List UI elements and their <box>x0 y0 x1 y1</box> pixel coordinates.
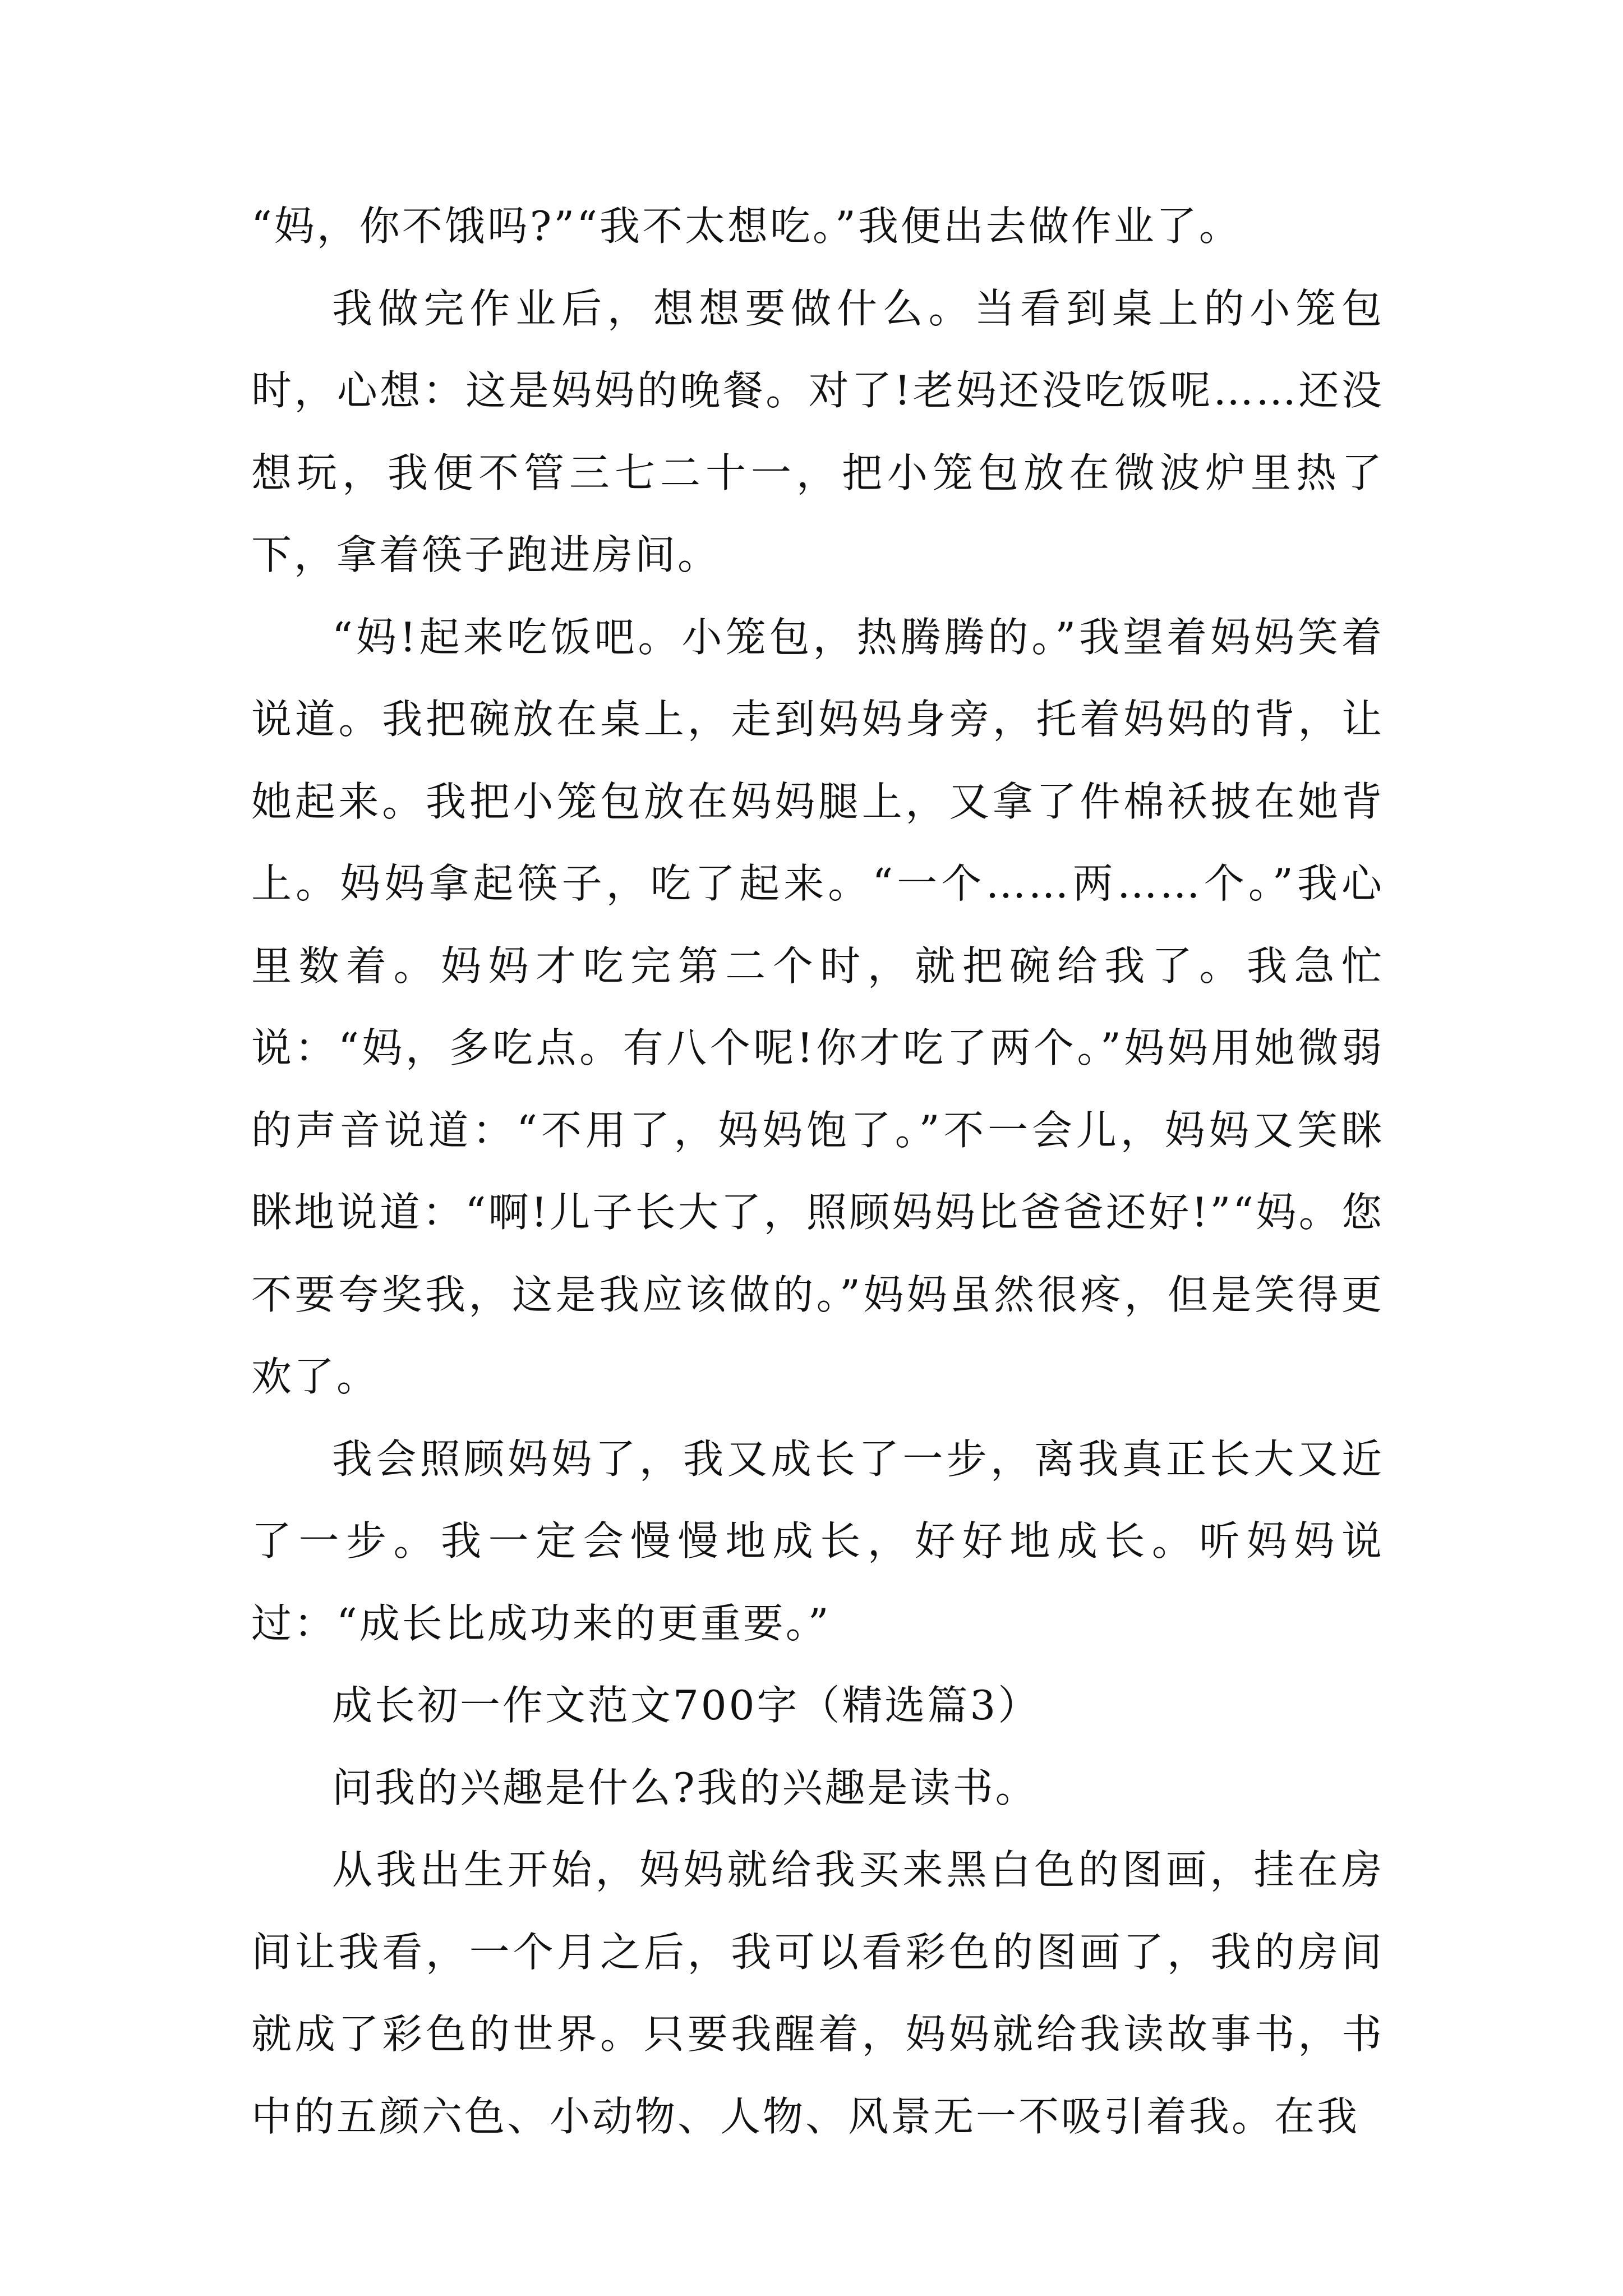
paragraph-3: “妈!起来吃饭吧。小笼包，热腾腾的。”我望着妈妈笑着说道。我把碗放在桌上，走到妈妈身旁，托着妈妈的背，让她起来。我把小笼包放在妈妈腿上，又拿了件棉袄披在她背上。妈妈拿起筷子，吃了起来。“一个……两……个。”我心里数着。妈妈才吃完第二个时，就把碗给我了。我急忙说：“妈，多吃点。有八个呢!你才吃了两个。”妈妈用她微弱的声音说道：“不用了，妈妈饱了。”不一会儿，妈妈又笑眯眯地说道：“啊!儿子长大了，照顾妈妈比爸爸还好!”“妈。您不要夸奖我，这是我应该做的。”妈妈虽然很疼，但是笑得更欢了。 <box>251 613 1384 1400</box>
paragraph-5: 问我的兴趣是什么?我的兴趣是读书。 <box>332 1764 1038 1811</box>
paragraph-1: “妈，你不饿吗?”“我不太想吃。”我便出去做作业了。 <box>251 203 1242 250</box>
section-heading: 成长初一作文范文700字（精选篇3） <box>332 1682 1041 1729</box>
paragraph-6: 从我出生开始，妈妈就给我买来黑白色的图画，挂在房间让我看，一个月之后，我可以看彩色的图画了，我的房间就成了彩色的世界。只要我醒着，妈妈就给我读故事书，书中的五颜六色、小动物、人物、风景无一不吸引着我。在我 <box>251 1846 1384 2140</box>
document-body <box>251 185 1384 2157</box>
paragraph-4: 我会照顾妈妈了，我又成长了一步，离我真正长大又近了一步。我一定会慢慢地成长，好好地成长。听妈妈说过：“成长比成功来的更重要。” <box>251 1435 1384 1647</box>
paragraph-2: 我做完作业后，想想要做什么。当看到桌上的小笼包时，心想：这是妈妈的晚餐。对了!老妈还没吃饭呢……还没想玩，我便不管三七二十一，把小笼包放在微波炉里热了下，拿着筷子跑进房间。 <box>251 284 1384 578</box>
